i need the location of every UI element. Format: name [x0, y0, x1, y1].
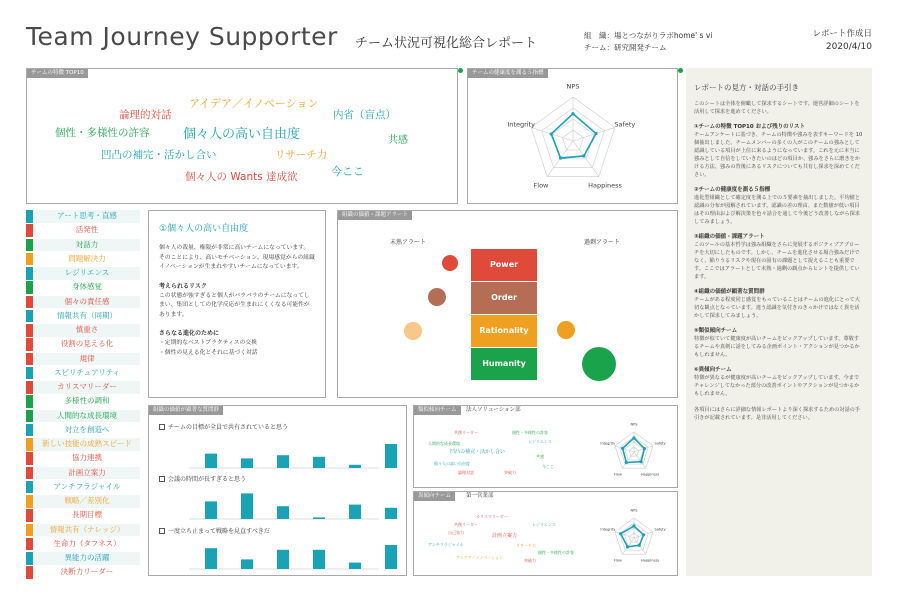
order-box: Order	[471, 282, 537, 314]
feature-list-item	[26, 253, 140, 266]
question-bar	[349, 563, 361, 569]
feature-list-item	[26, 538, 140, 551]
questions-panel	[148, 405, 407, 576]
similar-word: 凹凸の補完・活かし合い	[450, 449, 506, 455]
detail-title: ①個々人の高い自由度	[159, 224, 249, 234]
feature-label: 協力連携	[34, 452, 140, 465]
radar-point	[594, 132, 597, 135]
report-date	[790, 28, 872, 54]
feature-label: 戦略／差別化	[34, 495, 140, 508]
radar-axis-label: Integrity	[600, 527, 616, 532]
radar-series-line	[623, 438, 645, 463]
radar-axis-label: NPS	[630, 508, 638, 513]
power-immature-circle	[442, 255, 458, 271]
feature-color-marker	[26, 367, 33, 380]
radar-point	[632, 524, 635, 527]
feature-label: 規律	[34, 353, 140, 366]
feature-list-item	[26, 210, 140, 223]
next-item: ・個性の見える化とそれに基づく対話	[159, 349, 258, 356]
alert-panel	[337, 210, 678, 398]
risk-title: 考えられるリスク	[159, 282, 207, 290]
feature-label: 生命力（タフネス）	[34, 538, 140, 551]
radar-point	[625, 461, 628, 464]
risk-body: この状態が強すぎると個人がバラバラのチームになってしまい、集団としての化学反応が生まれにくくなる可能性があります。	[159, 292, 310, 318]
humanity-excess-circle	[582, 347, 616, 381]
question-label: 一度立ち止まって戦略を見直すべきだ	[159, 526, 270, 535]
radar-point	[571, 112, 574, 115]
top10-panel	[26, 68, 458, 204]
different-team-panel	[413, 491, 678, 576]
guide-title: レポートの見方・対話の手引き	[694, 83, 799, 92]
question-bar	[277, 550, 289, 569]
feature-label: 対立を創造へ	[34, 424, 140, 437]
feature-list-item	[26, 281, 140, 294]
question-label: チームの目標が全員で共有されていると思う	[159, 422, 288, 431]
question-bar	[277, 455, 289, 468]
question-bar	[349, 505, 361, 519]
question-bar	[313, 517, 325, 519]
radar-point	[621, 447, 624, 450]
alert-header: 組織の価値・課題アラート	[338, 211, 412, 220]
guide-section-head: ①チームの特徴 TOP10 および残りのリスト	[694, 124, 805, 130]
feature-color-marker	[26, 552, 33, 565]
similar-word: 論理対話	[458, 470, 474, 475]
top10-header: チームの特徴 TOP10	[27, 69, 88, 78]
similar-header: 類似傾向チーム	[414, 406, 461, 415]
date-value: 2020/4/10	[825, 42, 872, 52]
decorative-dot	[458, 68, 463, 73]
team-name: チーム：研究開発チーム	[584, 43, 667, 52]
different-word: カリスマリーダー	[476, 514, 508, 519]
top10-word: 個々人の Wants 達成欲	[185, 171, 298, 183]
rationality-excess-circle	[557, 321, 575, 339]
guide-section-body: 進化型組織として確定度を測る上での５要素を抽出しました。平均値と認識の分布が図解されています。認識の差の理由、また数値が低い項目はその理由および解決策を色々話合を通して今後どう改善しながら探求してみましょう。	[694, 195, 861, 225]
radar-axis-label: Happiness	[641, 558, 660, 563]
guide-section-body: チームアンケートに基づき、チームの特徴や強みを表すキーワードを 10 個抽出しました。チームメンバーの多くの人がこのチームの強みとして認識している項目が上位に来るようになっています。これを元に本当に強みとして自信をしていきたいのはどの項目か、強みをさらに磨きをかける方法、強みの背後にあるリスクについても共有し探求を深めてください。	[694, 132, 863, 178]
feature-color-marker	[26, 538, 33, 551]
radar-axis-label: Safety	[654, 527, 666, 532]
feature-label: カリスマリーダー	[34, 381, 140, 394]
feature-color-marker	[26, 509, 33, 522]
health-panel	[467, 68, 678, 204]
similar-team-name: 法人ソリューション部	[466, 407, 521, 413]
radar-point	[643, 447, 646, 450]
feature-label: 個々の責任感	[34, 296, 140, 309]
radar-axis-label: Integrity	[507, 120, 535, 129]
question-bar	[385, 508, 397, 519]
org-name: 組 織：場とつながりラボhome' s vi	[584, 31, 713, 40]
date-label: レポート作成日	[812, 29, 872, 39]
feature-label: 決断力リーダー	[34, 566, 140, 579]
question-bar	[313, 457, 325, 468]
top10-word: 個々人の高い自由度	[183, 127, 301, 142]
feature-label: アンチフラジャイル	[34, 481, 140, 494]
radar-axis-label: Safety	[654, 441, 666, 446]
question-bar	[313, 550, 325, 569]
feature-color-marker	[26, 210, 33, 223]
feature-label: 異能力の活躍	[34, 552, 140, 565]
feature-label: 多様性の調和	[34, 395, 140, 408]
feature-list-item	[26, 353, 140, 366]
feature-color-marker	[26, 481, 33, 494]
radar-point	[639, 460, 642, 463]
immature-alert-label: 未熟アラート	[390, 239, 427, 246]
feature-list-item	[26, 524, 140, 537]
different-word: 計画立案力	[492, 533, 518, 539]
feature-color-marker	[26, 524, 33, 537]
feature-label: 役割の見える化	[34, 338, 140, 351]
guide-panel	[686, 68, 872, 576]
guide-section-head: ③組織の価値・課題アラート	[694, 234, 765, 240]
decorative-dot	[678, 68, 683, 73]
next-title: さらなる進化のために	[159, 330, 220, 337]
feature-label: レジリエンス	[34, 267, 140, 280]
guide-section-head: ⑥異傾向チーム	[694, 367, 732, 373]
rationality-box: Rationality	[471, 315, 537, 347]
feature-list-item	[26, 467, 140, 480]
feature-list-item	[26, 410, 140, 423]
guide-outro: 各項目にはさらに詳細な情報レポートより深く探求するための対話の手引きが記載されています。是非活用してください。	[694, 407, 861, 421]
question-bar	[385, 545, 397, 569]
feature-list-item	[26, 552, 140, 565]
radar-axis-label: Flow	[613, 472, 622, 477]
different-header: 異傾向チーム	[414, 492, 455, 501]
feature-list-item	[26, 239, 140, 252]
feature-label: 新しい技能の成熟スピード	[34, 438, 140, 451]
different-word: アンチフラジャイル	[428, 542, 464, 547]
radar-point	[559, 156, 562, 159]
guide-section-body: 特徴が異なるが健康度が高いチームをピックアップしています。今までチャレンジしてなかった部分の改善ポイントやアクションが見つかるかもしれません。	[694, 375, 860, 397]
feature-color-marker	[26, 267, 33, 280]
different-word: 個性・多様性の許容	[538, 550, 574, 555]
feature-color-marker	[26, 438, 33, 451]
feature-list-item	[26, 509, 140, 522]
feature-list-item	[26, 381, 140, 394]
feature-color-marker	[26, 353, 33, 366]
feature-color-marker	[26, 224, 33, 237]
feature-color-marker	[26, 395, 33, 408]
top10-word: 内省（盲点）	[333, 109, 396, 121]
next-item: ・定期的なベストプラクティスの交換	[159, 340, 257, 346]
question-bar	[241, 559, 253, 569]
guide-intro: このシートは全体を俯瞰して探求するシートです。運営詳細のシートを活用して探求を進めてください。	[694, 101, 860, 115]
feature-color-marker	[26, 324, 33, 337]
top10-word: 今ここ	[331, 165, 364, 178]
feature-label: 計画立案力	[34, 467, 140, 480]
guide-section-body: 特徴が似ていて健康度が高いチームをピックアップしています。尊敬するチームや真剣に話をしてみる企画ポイント・アクションが見つかるかもしれません。	[694, 336, 860, 358]
feature-list-item	[26, 424, 140, 437]
org-info	[584, 30, 712, 54]
feature-color-marker	[26, 296, 33, 309]
radar-axis-label: Safety	[614, 120, 636, 129]
top10-word: アイデア／イノベーション	[189, 97, 319, 110]
feature-color-marker	[26, 467, 33, 480]
radar-point	[642, 533, 645, 536]
feature-list-item	[26, 338, 140, 351]
feature-list-item	[26, 267, 140, 280]
feature-label: 慎重さ	[34, 324, 140, 337]
feature-list-item	[26, 395, 140, 408]
feature-list-item	[26, 495, 140, 508]
question-bar	[205, 501, 217, 519]
question-bar	[241, 493, 253, 519]
feature-label: 人間的な成長環境	[34, 410, 140, 423]
feature-list-item	[26, 367, 140, 380]
similar-word: 突破力	[504, 470, 516, 475]
similar-word: 今ここ	[542, 464, 554, 469]
similar-word: レジリエンス	[528, 439, 552, 444]
guide-section-body: このツールの基本哲学は強み組織をさらに発展するポジティブアプローチを大切にしたものです。しかし、チームを進化させる場合強みだけでなく、陥りうるリスクや現在の固有の課題として捉えることも重要です。ここではアラートとして未熟・過剰の観点からヒントを提供しています。	[694, 242, 860, 280]
radar-point	[632, 436, 635, 439]
feature-label: 情報共有（同期）	[34, 310, 140, 323]
feature-color-marker	[26, 410, 33, 423]
feature-label: 情報共有（ナレッジ）	[34, 524, 140, 537]
feature-label: アート思考・直感	[34, 210, 140, 223]
top10-word: 共感	[388, 135, 408, 146]
feature-label: 問題解決力	[34, 253, 140, 266]
radar-axis-label: NPS	[630, 422, 638, 427]
feature-color-marker	[26, 239, 33, 252]
order-immature-circle	[428, 288, 446, 306]
feature-list-item	[26, 324, 140, 337]
feature-color-marker	[26, 338, 33, 351]
guide-sections	[694, 123, 864, 398]
radar-axis-label: Flow	[533, 181, 549, 190]
radar-axis-label: Happiness	[641, 472, 660, 477]
report-title: Team Journey Supporter	[26, 22, 338, 51]
guide-section-head: ④組織の価値が顕著な質問群	[694, 289, 765, 295]
similar-radar-chart	[594, 416, 674, 486]
radar-point	[582, 154, 585, 157]
feature-list-item	[26, 566, 140, 579]
different-word: 突破力	[524, 558, 536, 563]
question-bar	[241, 458, 253, 468]
excess-alert-label: 過剰アラート	[584, 239, 621, 246]
feature-color-marker	[26, 495, 33, 508]
radar-axis-label: Happiness	[588, 181, 622, 190]
feature-color-marker	[26, 253, 33, 266]
feature-color-marker	[26, 381, 33, 394]
different-word: 自己効力	[448, 530, 464, 535]
power-box: Power	[471, 249, 537, 281]
detail-body: 個々人の裁量、権限が非常に高いチームになっています。そのことにより、高いモチベーション、現場感覚からの組織イノベーションが生まれやすいチームになっています。	[159, 245, 315, 270]
different-word: 共創リーダー	[454, 522, 478, 527]
questions-header: 組織の価値が顕著な質問群	[149, 406, 223, 415]
question-bar	[277, 506, 289, 519]
top10-word: 個性・多様性の許容	[55, 127, 150, 139]
feature-list-item	[26, 452, 140, 465]
top10-word: リサーチ力	[275, 149, 328, 161]
feature-label: 長期目標	[34, 509, 140, 522]
humanity-box: Humanity	[471, 348, 537, 380]
different-word: レジリエンス	[532, 522, 556, 527]
question-bar	[349, 465, 361, 468]
feature-color-marker	[26, 566, 33, 579]
feature-list-item	[26, 481, 140, 494]
question-bar	[205, 548, 217, 569]
similar-team-panel	[413, 405, 678, 488]
radar-axis-label: Flow	[613, 558, 622, 563]
radar-point	[626, 545, 629, 548]
feature-list-item	[26, 310, 140, 323]
guide-section-head: ⑤類似傾向チーム	[694, 328, 738, 334]
rationality-immature-circle	[404, 322, 422, 340]
health-radar-chart	[468, 69, 679, 205]
similar-word: 共感	[536, 454, 544, 459]
question-bar	[205, 454, 217, 468]
different-word: リサーチ力	[516, 543, 536, 548]
top10-word: 凹凸の補完・活かし合い	[101, 149, 217, 161]
feature-label: 対話力	[34, 239, 140, 252]
feature-list-item	[26, 224, 140, 237]
radar-point	[550, 132, 553, 135]
question-bar	[385, 444, 397, 468]
question-bar-charts	[149, 406, 408, 577]
similar-word: 個性・多様性の許容	[512, 430, 548, 435]
radar-point	[638, 544, 641, 547]
feature-list-item	[26, 296, 140, 309]
decorative-dot-row	[26, 58, 872, 64]
similar-word: 個々人の高い自由度	[434, 461, 470, 466]
feature-color-marker	[26, 281, 33, 294]
feature-list-item	[26, 438, 140, 451]
similar-word: 人間的な成長環境	[428, 441, 460, 446]
report-subtitle: チーム状況可視化総合レポート	[355, 36, 538, 51]
different-radar-chart	[594, 504, 674, 574]
feature-label: 身体感覚	[34, 281, 140, 294]
radar-axis-label: Integrity	[600, 441, 616, 446]
health-header: チームの健康度を測る５指標	[468, 69, 548, 78]
radar-point	[619, 532, 622, 535]
different-word: アイデア／イノベーション	[456, 555, 504, 560]
question-label: 会議の時間が長すぎると思う	[159, 474, 246, 483]
detail-panel	[148, 210, 326, 398]
top10-word: 論理的対話	[119, 109, 172, 121]
feature-label: スピリチュアリティ	[34, 367, 140, 380]
feature-color-marker	[26, 424, 33, 437]
feature-color-marker	[26, 452, 33, 465]
different-team-name: 第一営業部	[466, 493, 494, 499]
feature-color-marker	[26, 310, 33, 323]
radar-axis-label: NPS	[566, 82, 580, 91]
guide-section-body: チームがある程度同じ感覚をもっていることはチームの進化にとって大切な観点となっています。違う認識を気付きのきっかけではなく異を活かして探求してみましょう。	[694, 297, 860, 319]
guide-section-head: ②チームの健康度を測る５指標	[694, 187, 771, 193]
feature-label: 活発性	[34, 224, 140, 237]
similar-word: 共創リーダー	[454, 430, 478, 435]
